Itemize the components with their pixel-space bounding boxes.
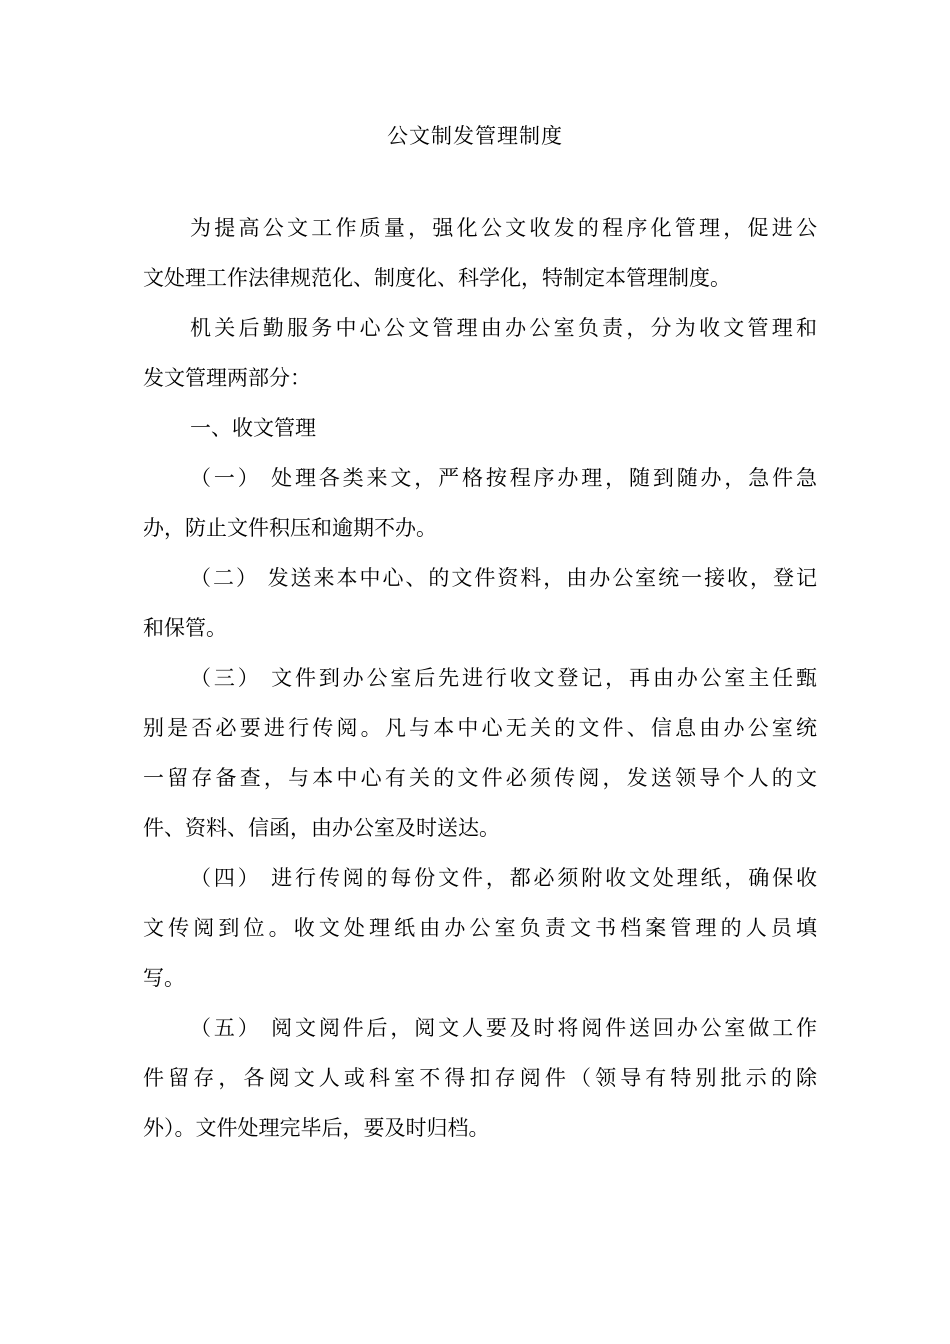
paragraph-line: 和保管。: [143, 616, 227, 640]
paragraph-line: 写。: [143, 966, 185, 990]
paragraph-line: 件、资料、信函，由办公室及时送达。: [143, 816, 500, 840]
paragraph-line: 别是否必要进行传阅。凡与本中心无关的文件、信息由办公室统: [143, 716, 817, 740]
document-title: 公文制发管理制度: [387, 124, 563, 148]
paragraph-line: （五） 阅文阅件后，阅文人要及时将阅件送回办公室做工作: [190, 1016, 817, 1040]
paragraph-line: 办，防止文件积压和逾期不办。: [143, 516, 437, 540]
paragraph-line: （三） 文件到办公室后先进行收文登记，再由办公室主任甄: [190, 666, 817, 690]
paragraph-line: （四） 进行传阅的每份文件，都必须附收文处理纸，确保收: [190, 866, 817, 890]
paragraph-line: 为提高公文工作质量，强化公文收发的程序化管理，促进公: [190, 216, 817, 240]
paragraph-line: 文传阅到位。收文处理纸由办公室负责文书档案管理的人员填: [143, 916, 817, 940]
paragraph-line: 外）。文件处理完毕后，要及时归档。: [143, 1116, 490, 1140]
paragraph-line: （二） 发送来本中心、的文件资料，由办公室统一接收，登记: [190, 566, 817, 590]
paragraph-line: 发文管理两部分：: [143, 366, 311, 390]
section-heading: 一、收文管理: [190, 416, 316, 440]
paragraph-line: 件留存，各阅文人或科室不得扣存阅件（领导有特别批示的除: [143, 1066, 817, 1090]
paragraph-line: 文处理工作法律规范化、制度化、科学化，特制定本管理制度。: [143, 266, 731, 290]
paragraph-line: 机关后勤服务中心公文管理由办公室负责，分为收文管理和: [190, 316, 817, 340]
paragraph-line: 一留存备查，与本中心有关的文件必须传阅，发送领导个人的文: [143, 766, 817, 790]
paragraph-line: （一） 处理各类来文，严格按程序办理，随到随办，急件急: [190, 466, 817, 490]
